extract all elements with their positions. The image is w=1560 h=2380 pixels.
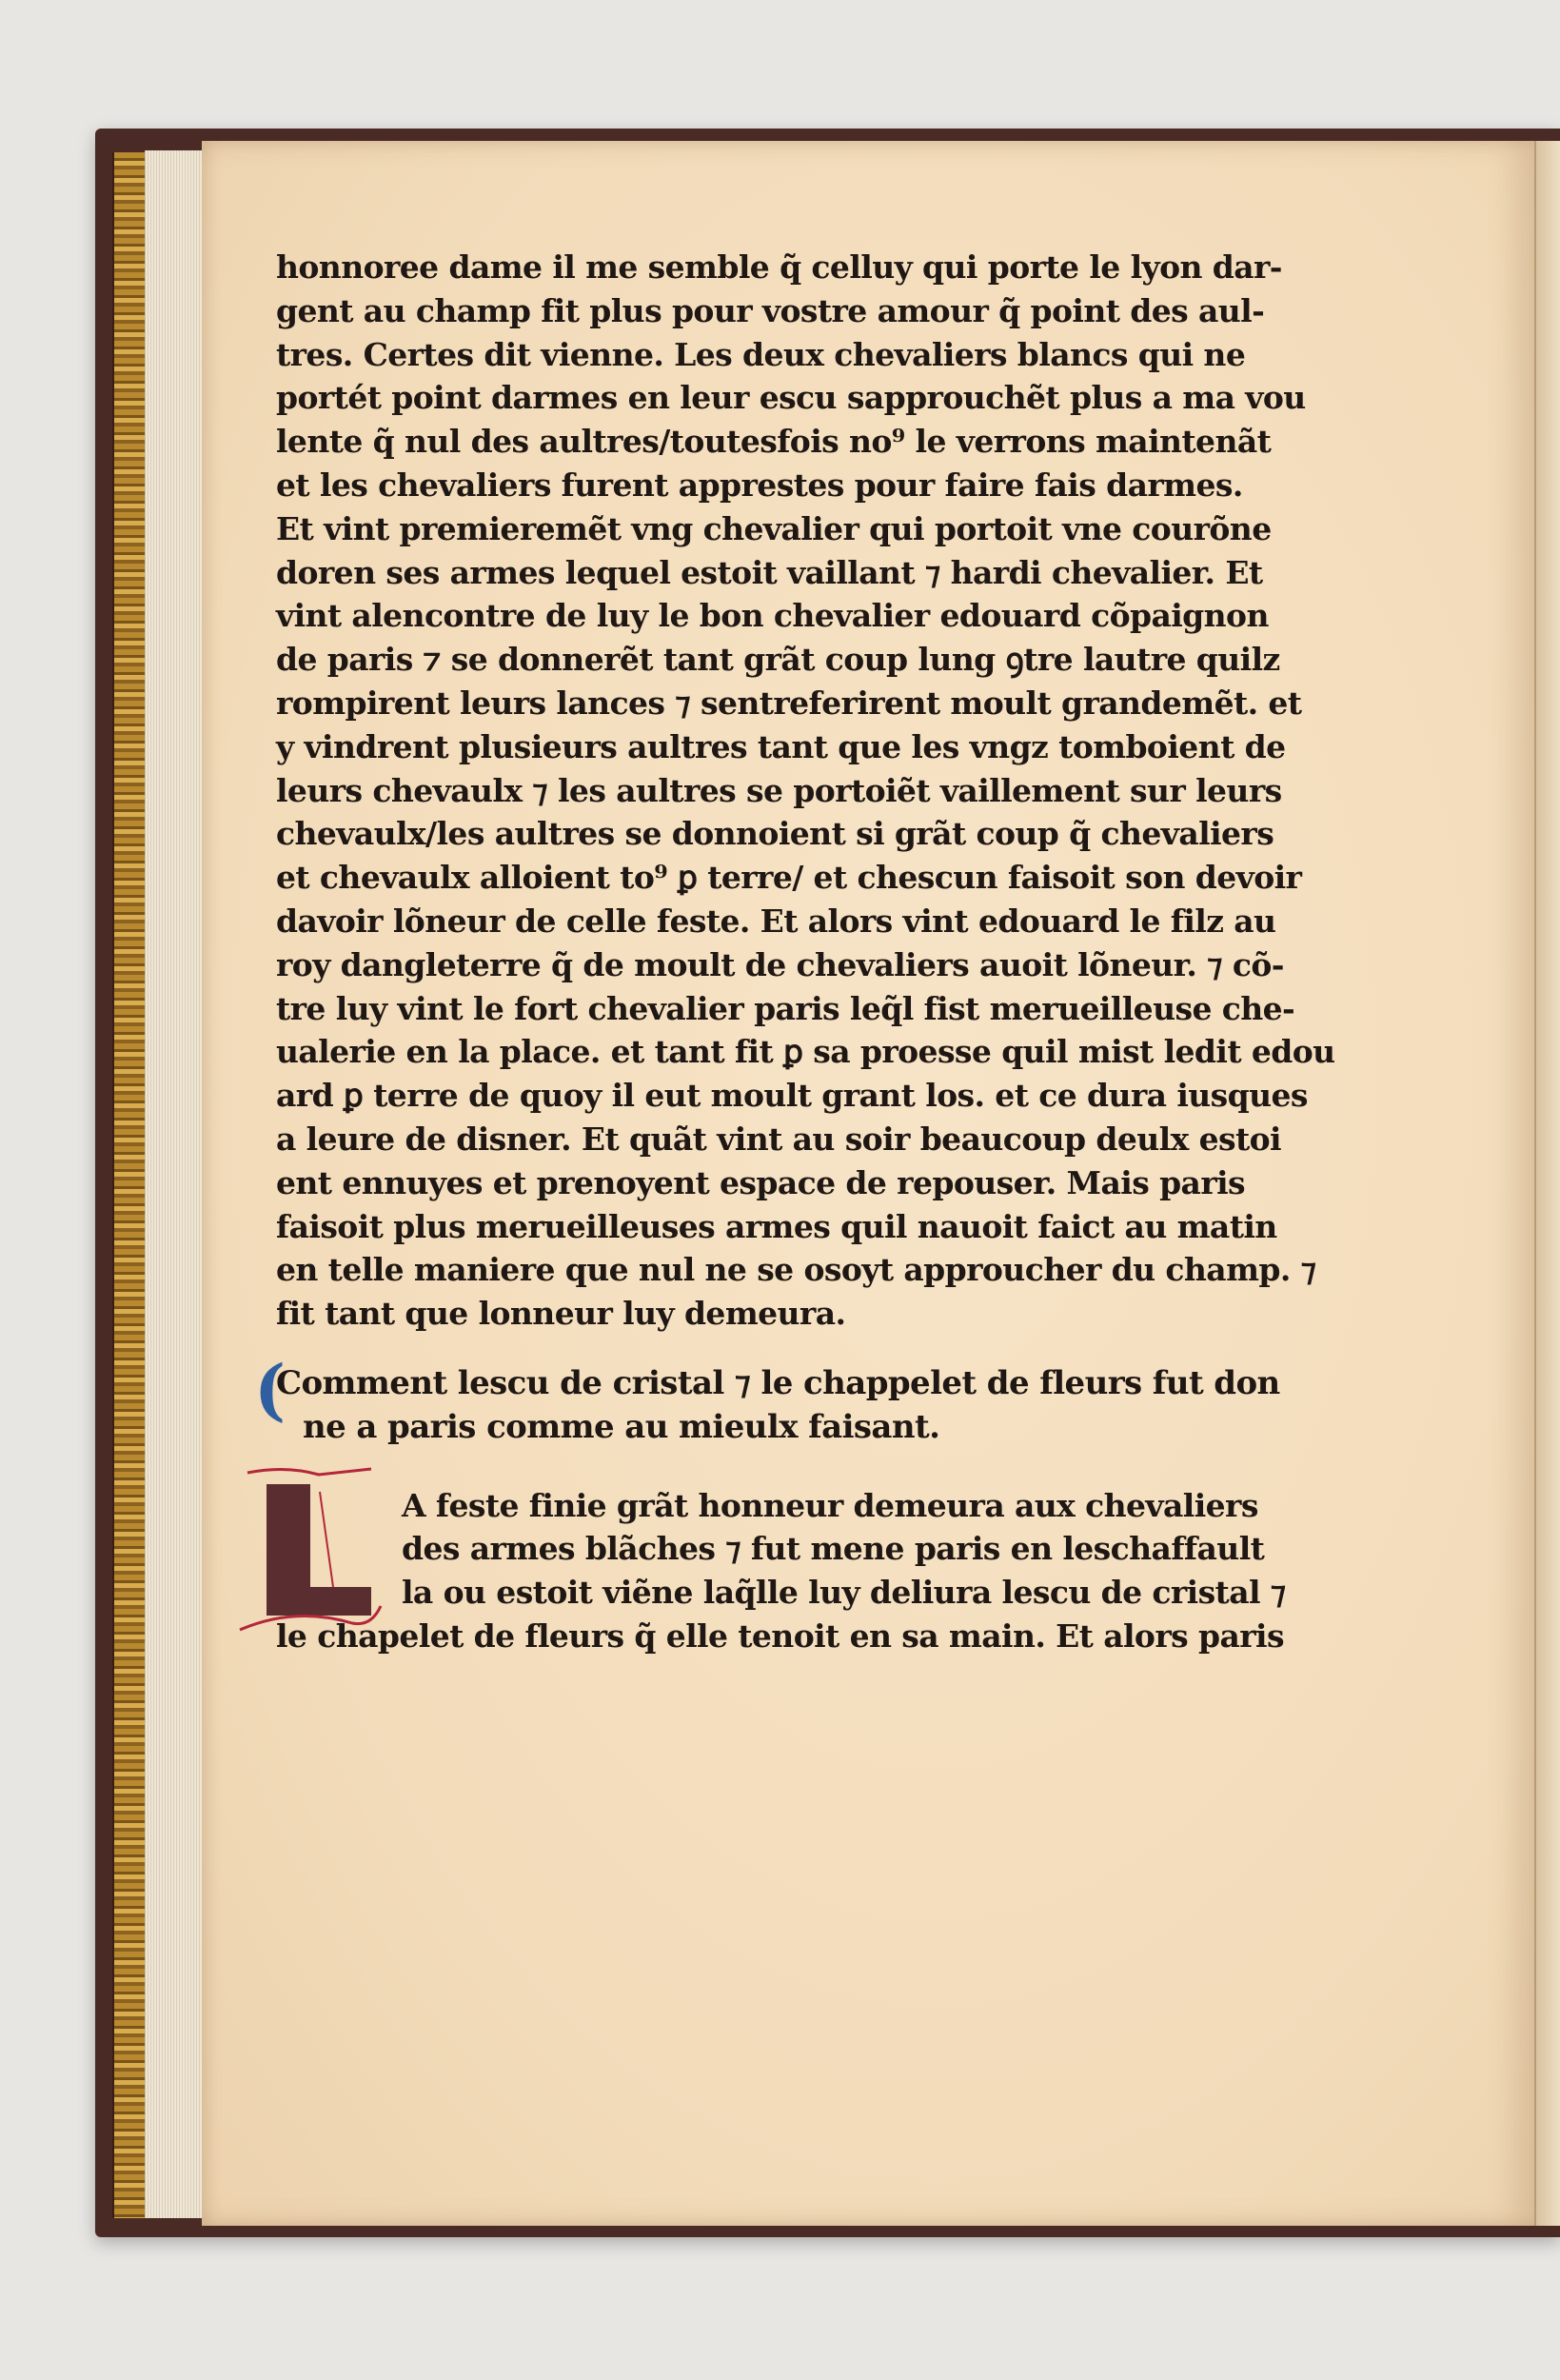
text-line: faisoit plus merueilleuses armes quil nauoit faict au matin [276, 1207, 1277, 1245]
text-line: fit tant que lonneur luy demeura. [276, 1295, 846, 1333]
text-line: y vindrent plusieurs aultres tant que les vngz tomboient de [276, 727, 1286, 765]
text-line: lente q̃ nul des aultres/toutesfois no⁹ le verrons maintenãt [276, 423, 1272, 461]
paragraph-2 [276, 1484, 1471, 1658]
text-line: ent ennuyes et prenoyent espace de repouser. Mais paris [276, 1163, 1246, 1201]
heading-line: ne a paris comme au mieulx faisant. [303, 1407, 940, 1446]
text-line: rompirent leurs lances ⁊ sentreferirent moult grandemẽt. et [276, 684, 1302, 722]
text-line: et chevaulx alloient to⁹ ꝑ terre/ et chescun faisoit son devoir [276, 859, 1302, 897]
text-line: roy dangleterre q̃ de moult de chevaliers auoit lõneur. ⁊ cõ- [276, 945, 1284, 983]
text-line: en telle maniere que nul ne se osoyt approucher du champ. ⁊ [276, 1251, 1316, 1289]
text-line: honnoree dame il me semble q̃ celluy qui porte le lyon dar- [276, 248, 1282, 286]
gilt-page-edge [112, 152, 147, 2218]
decorated-initial-l [228, 1463, 390, 1654]
page-text [254, 246, 1471, 1658]
blue-initial-mark: ( [254, 1349, 286, 1429]
text-line: Et vint premieremẽt vng chevalier qui portoit vne courõne [276, 509, 1272, 547]
heading-line: Comment lescu de cristal ⁊ le chappelet de fleurs fut don [276, 1363, 1280, 1402]
text-line: et les chevaliers furent apprestes pour faire fais darmes. [276, 466, 1243, 504]
text-line: la ou estoit viẽne laq̃lle luy deliura lescu de cristal ⁊ [402, 1574, 1286, 1612]
page-stack-edge [145, 150, 203, 2218]
text-line: tres. Certes dit vienne. Les deux chevaliers blancs qui ne [276, 335, 1246, 373]
text-line: ualerie en la place. et tant fit ꝑ sa proesse quil mist ledit edou [276, 1033, 1335, 1071]
text-line: A feste finie grãt honneur demeura aux chevaliers [402, 1486, 1258, 1524]
text-line: portét point darmes en leur escu sapprouchẽt plus a ma vou [276, 379, 1306, 417]
text-line: chevaulx/les aultres se donnoient si grãt coup q̃ chevaliers [276, 815, 1274, 853]
text-line: des armes blãches ⁊ fut mene paris en leschaffault [402, 1530, 1265, 1568]
text-line: a leure de disner. Et quãt vint au soir beaucoup deulx estoi [276, 1120, 1281, 1158]
text-line: ard ꝑ terre de quoy il eut moult grant los. et ce dura iusques [276, 1077, 1308, 1115]
text-line: de paris ⁊ se donnerẽt tant grãt coup lung ꝯtre lautre quilz [276, 641, 1280, 679]
text-line: vint alencontre de luy le bon chevalier edouard cõpaignon [276, 597, 1269, 635]
text-line: leurs chevaulx ⁊ les aultres se portoiẽt vaillement sur leurs [276, 771, 1282, 809]
text-line: tre luy vint le fort chevalier paris leq̃l fist merueilleuse che- [276, 989, 1295, 1027]
text-line: davoir lõneur de celle feste. Et alors vint edouard le filz au [276, 902, 1276, 940]
text-line: gent au champ fit plus pour vostre amour q̃ point des aul- [276, 291, 1265, 329]
facing-page-edge [1534, 141, 1560, 2226]
text-line: le chapelet de fleurs q̃ elle tenoit en sa main. Et alors paris [276, 1616, 1284, 1655]
chapter-heading [254, 1349, 1471, 1450]
text-line: doren ses armes lequel estoit vaillant ⁊ hardi chevalier. Et [276, 553, 1263, 591]
paragraph-1 [276, 246, 1471, 1336]
